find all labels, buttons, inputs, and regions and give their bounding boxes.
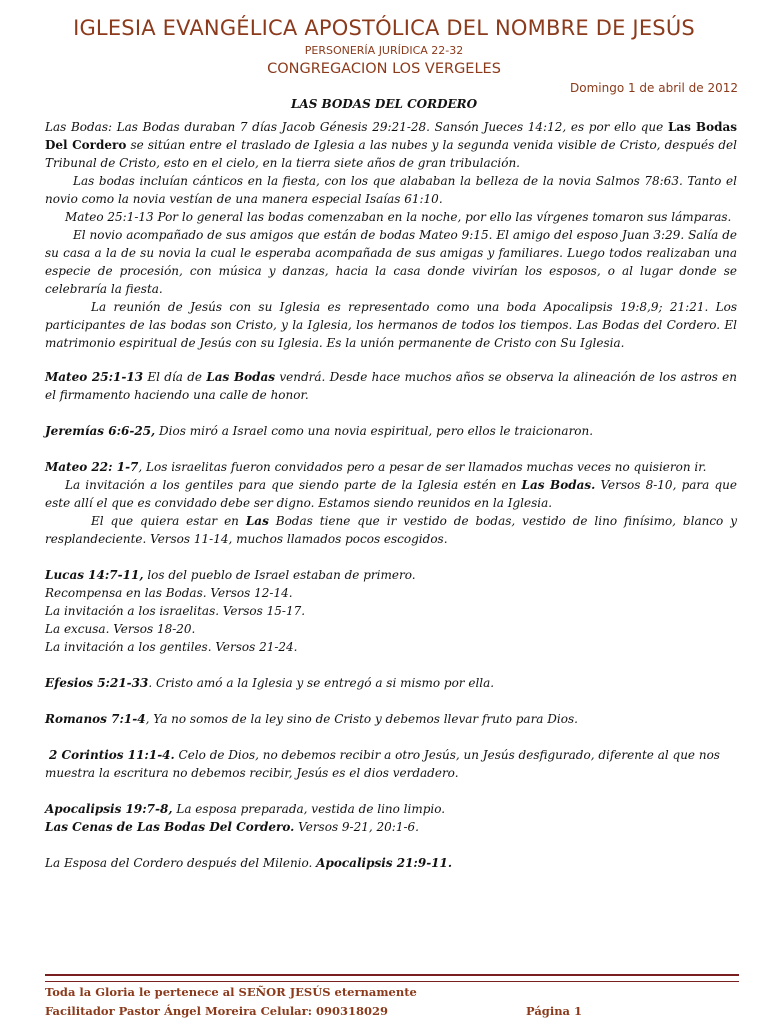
verse-reference: Lucas 14:7-11, [45,568,144,582]
verse-reference: Mateo 25:1-13 [45,370,144,384]
text-run: Las Bodas: Las Bodas duraban 7 días Jacob Génesis 29:21-28. Sansón Jueces 14:12, es por ello que [45,120,668,134]
verse-reference: Romanos 7:1-4 [45,712,146,726]
text-run: La esposa preparada, vestida de lino limpio. [172,802,446,816]
text-run: Versos 9-21, 20:1-6. [294,820,419,834]
verse-reference: Jeremías 6:6-25, [45,424,156,438]
text-run: El que quiera estar en [91,514,246,528]
paragraph-mateo25 [45,368,737,404]
text-run: . Cristo amó a la Iglesia y se entregó a si mismo por ella. [148,676,495,690]
paragraph-invitacion-gentiles [45,476,737,512]
footer-motto: Toda la Gloria le pertenece al SEÑOR JESÚS eternamente [45,985,417,999]
emphasis: Las Bodas [206,370,276,384]
footer-divider [45,974,739,982]
text-run: , Ya no somos de la ley sino de Cristo y debemos llevar fruto para Dios. [145,712,578,726]
paragraph-intro [45,118,737,172]
paragraph-novio: El novio acompañado de sus amigos que están de bodas Mateo 9:15. El amigo del esposo Juan 3:29. Salía de su casa a la de su novia la cual le esperaba acompañada de sus amigas y familiares. Luego todos realizaban una especie de procesión, con música y danzas, hacia la casa donde vivirían los esposos, o al lugar donde se celebraría la fiesta. [45,228,737,296]
text-run: , Los israelitas fueron convidados pero a pesar de ser llamados muchas veces no quisieron ir. [138,460,707,474]
text-run: Bodas tiene que ir vestido de bodas, vestido de lino finísimo, blanco y resplandeciente. Versos 11-14, muchos llamados pocos escogidos. [45,514,737,546]
emphasis: Las [245,514,269,528]
paragraph-jeremias [45,422,737,440]
verse-reference: Apocalipsis 19:7-8, [45,802,173,816]
lucas-line: La excusa. Versos 18-20. [45,622,196,636]
paragraph-lucas [45,566,737,584]
paragraph-efesios [45,674,737,692]
verse-reference: Efesios 5:21-33 [45,676,149,690]
text-run: Versos 8-10, para que este allí el que es convidado debe ser digno. Estamos siendo reunidos en la Iglesia. [45,478,737,510]
text-run: La invitación a los gentiles para que siendo parte de la Iglesia estén en [65,478,522,492]
emphasis: Las Bodas Del Cordero [45,120,738,152]
congregation-name: CONGREGACION LOS VERGELES [267,61,501,77]
text-run: Celo de Dios, no debemos recibir a otro Jesús, un Jesús desfigurado, diferente al que nos muestra la escritura no debemos recibir, Jesús es el dios verdadero. [45,748,720,780]
church-name: IGLESIA EVANGÉLICA APOSTÓLICA DEL NOMBRE DE JESÚS [73,16,695,40]
emphasis: Las Bodas. [521,478,596,492]
text-run: los del pueblo de Israel estaban de primero. [143,568,416,582]
text-run: La Esposa del Cordero después del Milenio. [45,856,317,870]
paragraph-mateo25-noche: Mateo 25:1-13 Por lo general las bodas comenzaban en la noche, por ello las vírgenes tomaron sus lámparas. [65,210,732,224]
paragraph-mateo22 [45,458,737,476]
document-title: LAS BODAS DEL CORDERO [290,97,478,111]
document-date: Domingo 1 de abril de 2012 [570,81,738,95]
verse-reference: Apocalipsis 21:9-11. [316,856,453,870]
paragraph-corintios [45,746,737,782]
lucas-line: La invitación a los gentiles. Versos 21-24. [45,640,298,654]
paragraph-canticos: Las bodas incluían cánticos en la fiesta, con los que alababan la belleza de la novia Salmos 78:63. Tanto el novio como la novia vestían de una manera especial Isaías 61:10. [45,174,737,206]
text-run: El día de [143,370,207,384]
footer-contact: Facilitador Pastor Ángel Moreira Celular: 090318029 [45,1004,388,1018]
verse-reference: 2 Corintios 11:1-4. [49,748,175,762]
lucas-line: Recompensa en las Bodas. Versos 12-14. [45,586,293,600]
paragraph-apocalipsis [45,800,737,818]
page-number: Página 1 [526,1004,583,1018]
verse-reference: Mateo 22: 1-7 [45,460,139,474]
text-run: vendrá. Desde hace muchos años se observa la alineación de los astros en el firmamento haciendo una calle de honor. [45,370,737,402]
paragraph-reunion: La reunión de Jesús con su Iglesia es representado como una boda Apocalipsis 19:8,9; 21:21. Los participantes de las bodas son Cristo, y la Iglesia, los hermanos de todos los tiempos. Las Bodas del Cordero. El matrimonio espiritual de Jesús con su Iglesia. Es la unión permanente de Cristo con Su Iglesia. [45,300,737,350]
paragraph-cenas [45,818,737,836]
paragraph-romanos [45,710,737,728]
text-run: se sitúan entre el traslado de Iglesia a las nubes y la segunda venida visible de Cristo, después del Tribunal de Cristo, esto en el cielo, en la tierra siete años de gran tribulación. [45,138,737,170]
paragraph-vestido [45,512,737,548]
text-run: Dios miró a Israel como una novia espiritual, pero ellos le traicionaron. [155,424,594,438]
document-body [45,118,737,872]
paragraph-esposa-milenio [45,854,737,872]
legal-registration: PERSONERÍA JURÍDICA 22-32 [304,44,464,57]
verse-reference: Las Cenas de Las Bodas Del Cordero. [45,820,295,834]
lucas-line: La invitación a los israelitas. Versos 15-17. [45,604,306,618]
